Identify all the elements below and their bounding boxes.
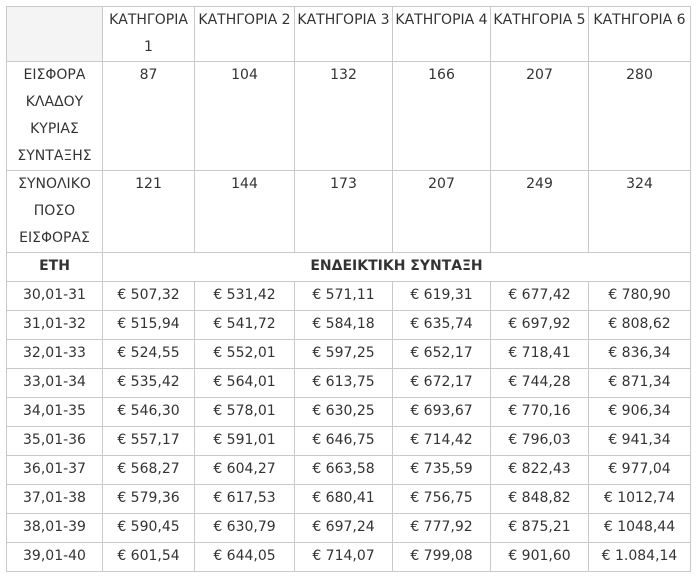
years-cell: 31,01-32 [7, 311, 103, 340]
pension-amount-cell: € 590,45 [103, 514, 195, 543]
pension-row [7, 543, 691, 572]
pension-amount-cell: € 557,17 [103, 427, 195, 456]
contribution-row [7, 62, 691, 171]
pension-amount-cell: € 680,41 [295, 485, 393, 514]
pension-amount-cell: € 714,42 [393, 427, 491, 456]
pension-amount-cell: € 541,72 [195, 311, 295, 340]
pension-row [7, 456, 691, 485]
pension-amount-cell: € 613,75 [295, 369, 393, 398]
total-contribution-cell: 324 [589, 171, 691, 253]
pension-amount-cell: € 571,11 [295, 282, 393, 311]
pension-amount-cell: € 644,05 [195, 543, 295, 572]
pension-amount-cell: € 977,04 [589, 456, 691, 485]
category-5-header: ΚΑΤΗΓΟΡΙΑ 5 [491, 7, 589, 62]
total-contribution-row [7, 171, 691, 253]
pension-amount-cell: € 507,32 [103, 282, 195, 311]
contribution-cell: 280 [589, 62, 691, 171]
pension-amount-cell: € 848,82 [491, 485, 589, 514]
pension-row [7, 369, 691, 398]
category-3-header: ΚΑΤΗΓΟΡΙΑ 3 [295, 7, 393, 62]
pension-amount-cell: € 672,17 [393, 369, 491, 398]
category-4-header: ΚΑΤΗΓΟΡΙΑ 4 [393, 7, 491, 62]
years-cell: 32,01-33 [7, 340, 103, 369]
pension-amount-cell: € 808,62 [589, 311, 691, 340]
pension-amount-cell: € 697,92 [491, 311, 589, 340]
contribution-row-label: ΕΙΣΦΟΡΑ ΚΛΑΔΟΥ ΚΥΡΙΑΣ ΣΥΝΤΑΞΗΣ [7, 62, 103, 171]
total-contribution-cell: 173 [295, 171, 393, 253]
pension-amount-cell: € 693,67 [393, 398, 491, 427]
pension-amount-cell: € 718,41 [491, 340, 589, 369]
contribution-cell: 104 [195, 62, 295, 171]
pension-amount-cell: € 584,18 [295, 311, 393, 340]
years-cell: 39,01-40 [7, 543, 103, 572]
pension-row [7, 340, 691, 369]
total-contribution-row-label: ΣΥΝΟΛΙΚΟ ΠΟΣΟ ΕΙΣΦΟΡΑΣ [7, 171, 103, 253]
total-contribution-cell: 144 [195, 171, 295, 253]
contribution-cell: 166 [393, 62, 491, 171]
pension-row [7, 311, 691, 340]
pension-amount-cell: € 630,25 [295, 398, 393, 427]
pension-amount-cell: € 591,01 [195, 427, 295, 456]
pension-amount-cell: € 756,75 [393, 485, 491, 514]
years-cell: 30,01-31 [7, 282, 103, 311]
pension-amount-cell: € 770,16 [491, 398, 589, 427]
pension-amount-cell: € 1012,74 [589, 485, 691, 514]
pension-amount-cell: € 597,25 [295, 340, 393, 369]
pension-amount-cell: € 663,58 [295, 456, 393, 485]
pension-amount-cell: € 564,01 [195, 369, 295, 398]
pension-row [7, 398, 691, 427]
pension-amount-cell: € 617,53 [195, 485, 295, 514]
pension-amount-cell: € 1.084,14 [589, 543, 691, 572]
pension-amount-cell: € 871,34 [589, 369, 691, 398]
pension-amount-cell: € 601,54 [103, 543, 195, 572]
pension-amount-cell: € 780,90 [589, 282, 691, 311]
pension-table [6, 6, 691, 572]
pension-amount-cell: € 836,34 [589, 340, 691, 369]
pension-row [7, 427, 691, 456]
pension-amount-cell: € 697,24 [295, 514, 393, 543]
years-column-header: ΕΤΗ [7, 253, 103, 282]
total-contribution-cell: 207 [393, 171, 491, 253]
header-corner-cell [7, 7, 103, 62]
contribution-cell: 207 [491, 62, 589, 171]
pension-amount-cell: € 535,42 [103, 369, 195, 398]
pension-amount-cell: € 822,43 [491, 456, 589, 485]
years-cell: 34,01-35 [7, 398, 103, 427]
pension-amount-cell: € 799,08 [393, 543, 491, 572]
contribution-cell: 87 [103, 62, 195, 171]
pension-amount-cell: € 546,30 [103, 398, 195, 427]
pension-amount-cell: € 515,94 [103, 311, 195, 340]
pension-amount-cell: € 941,34 [589, 427, 691, 456]
pension-amount-cell: € 777,92 [393, 514, 491, 543]
pension-amount-cell: € 635,74 [393, 311, 491, 340]
years-cell: 33,01-34 [7, 369, 103, 398]
pension-row [7, 485, 691, 514]
pension-amount-cell: € 630,79 [195, 514, 295, 543]
pension-amount-cell: € 578,01 [195, 398, 295, 427]
total-contribution-cell: 249 [491, 171, 589, 253]
pension-amount-cell: € 652,17 [393, 340, 491, 369]
years-cell: 35,01-36 [7, 427, 103, 456]
contribution-cell: 132 [295, 62, 393, 171]
total-contribution-cell: 121 [103, 171, 195, 253]
section-header-row [7, 253, 691, 282]
header-row [7, 7, 691, 62]
pension-amount-cell: € 901,60 [491, 543, 589, 572]
pension-row [7, 282, 691, 311]
years-cell: 38,01-39 [7, 514, 103, 543]
category-2-header: ΚΑΤΗΓΟΡΙΑ 2 [195, 7, 295, 62]
pension-amount-cell: € 604,27 [195, 456, 295, 485]
pension-amount-cell: € 619,31 [393, 282, 491, 311]
pension-amount-cell: € 531,42 [195, 282, 295, 311]
pension-amount-cell: € 744,28 [491, 369, 589, 398]
pension-amount-cell: € 1048,44 [589, 514, 691, 543]
pension-amount-cell: € 579,36 [103, 485, 195, 514]
pension-table-body [7, 7, 691, 572]
pension-amount-cell: € 714,07 [295, 543, 393, 572]
pension-amount-cell: € 796,03 [491, 427, 589, 456]
pension-amount-cell: € 552,01 [195, 340, 295, 369]
pension-amount-cell: € 735,59 [393, 456, 491, 485]
years-cell: 36,01-37 [7, 456, 103, 485]
pension-amount-cell: € 875,21 [491, 514, 589, 543]
indicative-pension-header: ΕΝΔΕΙΚΤΙΚΗ ΣΥΝΤΑΞΗ [103, 253, 691, 282]
pension-row [7, 514, 691, 543]
pension-amount-cell: € 906,34 [589, 398, 691, 427]
category-1-header: ΚΑΤΗΓΟΡΙΑ 1 [103, 7, 195, 62]
category-6-header: ΚΑΤΗΓΟΡΙΑ 6 [589, 7, 691, 62]
pension-amount-cell: € 568,27 [103, 456, 195, 485]
pension-amount-cell: € 524,55 [103, 340, 195, 369]
pension-amount-cell: € 646,75 [295, 427, 393, 456]
years-cell: 37,01-38 [7, 485, 103, 514]
pension-amount-cell: € 677,42 [491, 282, 589, 311]
